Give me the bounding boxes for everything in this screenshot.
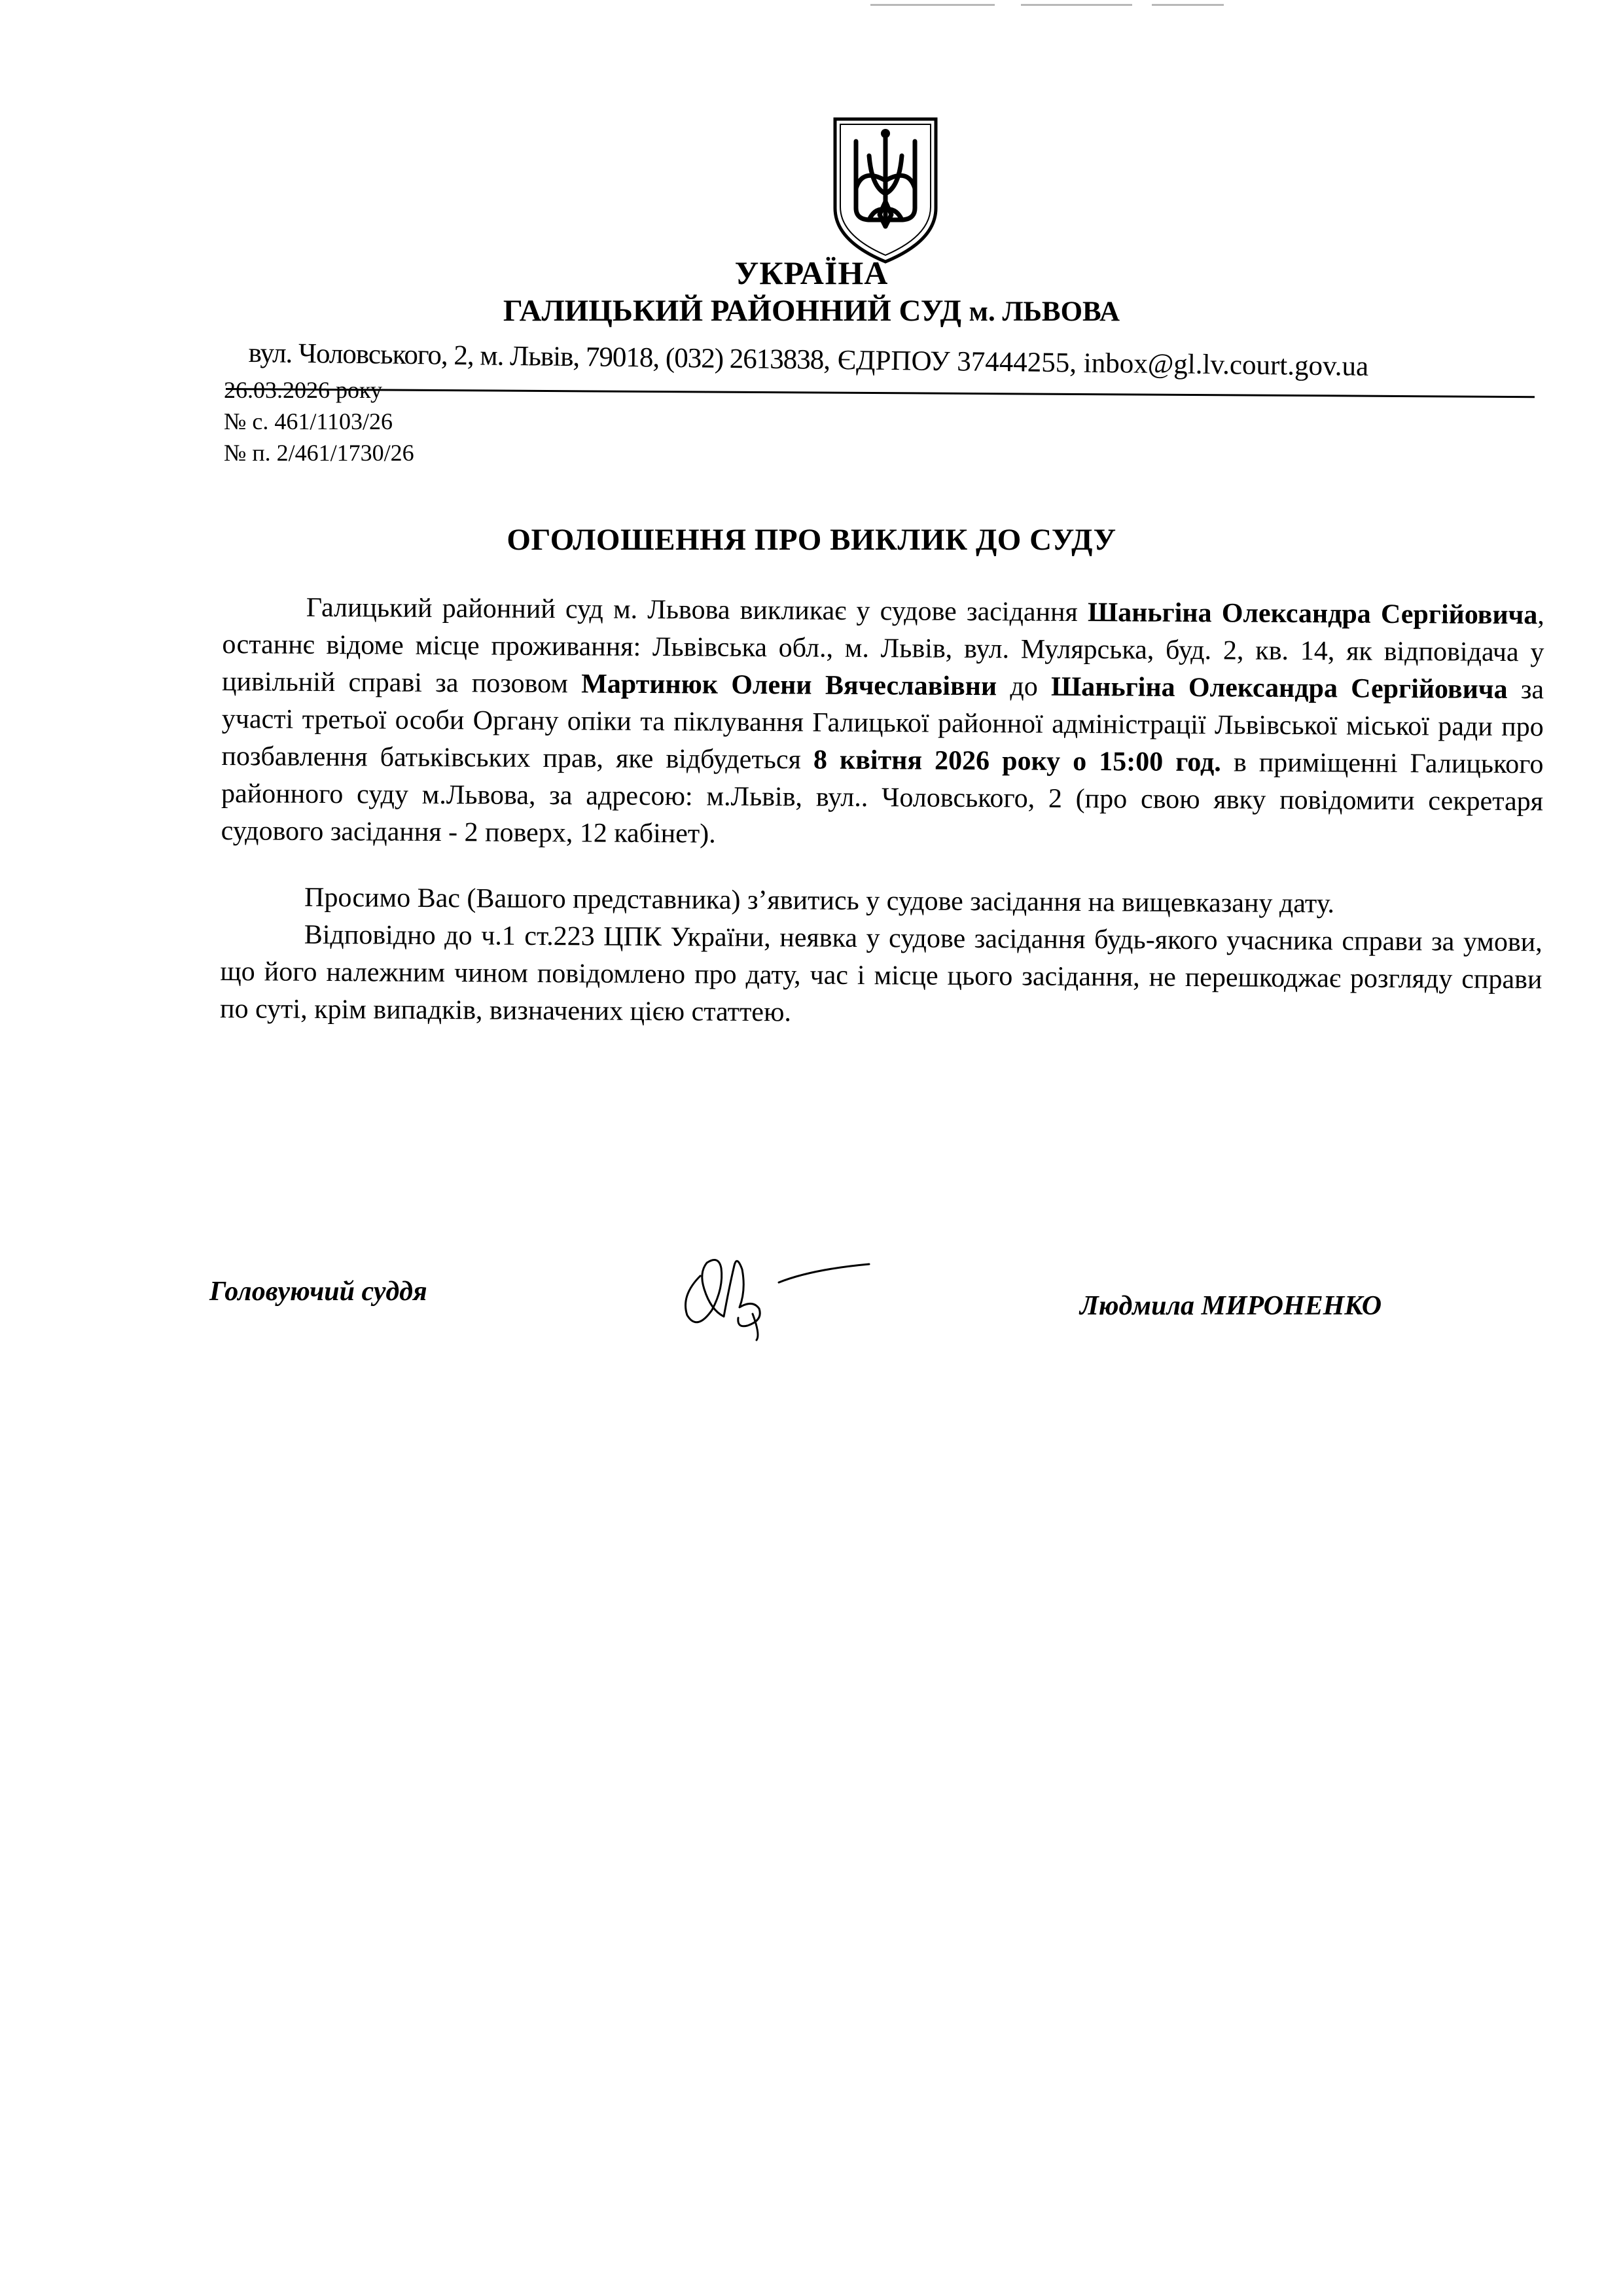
- handwritten-signature-icon: [661, 1237, 877, 1341]
- document-body: [220, 589, 1544, 1036]
- respondent-name: Шаньгіна Олександра Сергійовича: [1050, 671, 1508, 705]
- judge-role: Головуючий суддя: [209, 1277, 427, 1307]
- header-divider: [226, 388, 1535, 398]
- court-name: ГАЛИЦЬКИЙ РАЙОННИЙ СУД: [503, 294, 961, 328]
- summons-paragraph: [221, 589, 1544, 858]
- legal-notice-paragraph: Відповідно до ч.1 ст.223 ЦПК України, неявка у судове засідання будь-якого учасника справи за умови, що його належним чином повідомлено про дату, час і місце цього засідання, не перешкоджає розгляду справи по суті, крім випадків, визначених цією статтею.: [219, 919, 1543, 1028]
- text-run: в приміщенні Галицького районного суду м.Львова, за адресою: м.Львів, вул.. Чоловського, 2 (про свою явку повідомити секретаря судового засідання - 2 поверх, 12 кабінет).: [221, 747, 1544, 849]
- respondent-name: Шаньгіна Олександра Сергійовича: [1087, 597, 1538, 631]
- text-run: Галицький районний суд м. Львова викликає у судове засідання: [306, 592, 1088, 628]
- country-heading: УКРАЇНА: [734, 255, 889, 291]
- court-address: вул. Чоловського, 2, м. Львів, 79018, (032) 2613838: [248, 337, 824, 376]
- document-meta: [224, 374, 414, 468]
- plaintiff-name: Мартинюк Олени Вячеславівни: [581, 669, 997, 702]
- judge-name: Людмила МИРОНЕНКО: [1080, 1291, 1382, 1321]
- text-run: до: [996, 671, 1052, 702]
- hearing-datetime: 8 квітня 2026 року о 15:00 год.: [813, 745, 1221, 778]
- court-city: м. ЛЬВОВА: [969, 296, 1120, 327]
- document-title: ОГОЛОШЕННЯ ПРО ВИКЛИК ДО СУДУ: [507, 523, 1116, 557]
- scan-artifact: [1152, 4, 1224, 6]
- trident-coat-of-arms-icon: [823, 110, 948, 267]
- proceeding-number: № п. 2/461/1730/26: [224, 440, 414, 466]
- text-run: , останнє відоме місце проживання: Львівська обл., м. Львів, вул. Мулярська, буд. 2, кв. 14, як відповідача у цивільній справі за позовом: [221, 600, 1544, 699]
- court-heading: [0, 293, 1623, 328]
- document-date: 26.03.2026 року: [224, 377, 382, 403]
- court-contacts: [248, 337, 1368, 383]
- text-run: за участі третьої особи Органу опіки та піклування Галицької районної адміністрації Львівської міської ради про позбавлення батьківських прав, яке відбудеться: [221, 674, 1544, 775]
- scan-artifact: [1021, 4, 1132, 6]
- request-paragraph: Просимо Вас (Вашого представника) з’явитись у судове засідання на вищевказану дату.: [304, 882, 1335, 919]
- scan-artifact: [870, 4, 995, 6]
- case-number: № с. 461/1103/26: [224, 408, 393, 434]
- court-edrpou-email: , ЄДРПОУ 37444255, inbox@gl.lv.court.gov.ua: [823, 344, 1369, 382]
